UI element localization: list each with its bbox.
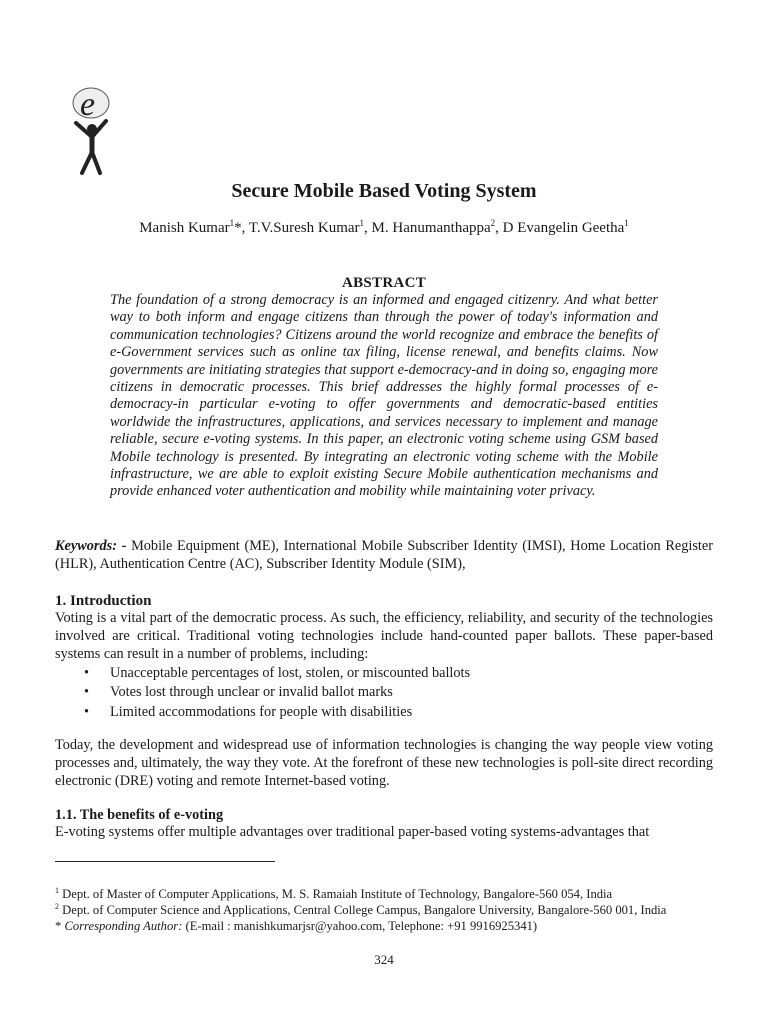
footnote-1-text: Dept. of Master of Computer Applications, M. S. Ramaiah Institute of Technology, Bangalore-560 054, India <box>59 887 613 901</box>
footnote-2-marker: 2 <box>55 901 59 911</box>
intro-paragraph-1: Voting is a vital part of the democratic process. As such, the efficiency, reliability, and security of the technologies involved are critical. Traditional voting technologies include hand-counted paper ballots. These paper-based systems can result in a number of problems, including: <box>55 610 713 662</box>
keywords-text: Mobile Equipment (ME), International Mobile Subscriber Identity (IMSI), Home Location Register (HLR), Authentication Centre (AC), Subscriber Identity Module (SIM), <box>55 538 713 572</box>
author-2-affil: 1 <box>359 218 365 228</box>
bullet-icon: • <box>84 665 90 681</box>
problem-list <box>55 664 713 722</box>
footnotes <box>55 886 713 934</box>
list-item-text: Unacceptable percentages of lost, stolen, or miscounted ballots <box>110 665 471 681</box>
list-item <box>55 703 713 722</box>
footnote-3-text: (E-mail : manishkumarjsr@yahoo.com, Telephone: +91 9916925341) <box>182 919 538 933</box>
author-1-affil: 1 <box>229 218 235 228</box>
intro-paragraph-2: Today, the development and widespread use of information technologies is changing the way people view voting processes and, ultimately, the way they vote. At the forefront of these new technologies is poll-site direct recording electronic (DRE) voting and remote Internet-based voting. <box>55 737 713 789</box>
bullet-icon: • <box>84 684 90 701</box>
abstract-text: The foundation of a strong democracy is an informed and engaged citizenry. And what better way to both inform and engage citizens than through the power of today's information and communication technologies? Citizens around the world recognize and embrace the benefits of e-Government services such as online tax filing, license renewal, and benefits claims. Now governments are initiating strategies that support e-democracy-and in doing so, engaging more citizens in democratic processes. This brief addresses the highly formal processes of e-democracy-in particular e-voting to offer governments and democratic-based entities worldwide the infrastructures, applications, and services necessary to implement and manage reliable, secure e-voting systems. In this paper, an electronic voting scheme using GSM based Mobile technology is presented. By integrating an electronic voting scheme with the Mobile infrastructure, we are able to exploit existing Secure Mobile authentication mechanisms and provide enhanced voter authentication and mobility while maintaining voter privacy. <box>110 292 658 500</box>
logo-letter: e <box>80 86 96 123</box>
author-1: Manish Kumar <box>139 220 230 236</box>
page-number: 324 <box>374 952 394 967</box>
author-sep: , <box>364 220 372 236</box>
list-item <box>55 664 713 683</box>
footnote-2-text: Dept. of Computer Science and Applications, Central College Campus, Bangalore University, Bangalore-560 001, India <box>59 903 667 917</box>
corresponding-author-label: Corresponding Author: <box>64 919 183 933</box>
section-heading-benefits: 1.1. The benefits of e-voting <box>55 807 224 823</box>
author-3-affil: 2 <box>490 218 496 228</box>
list-item <box>55 683 713 702</box>
bullet-icon: • <box>84 703 90 720</box>
footnote-1-marker: 1 <box>55 885 59 895</box>
author-sep: , <box>495 220 503 236</box>
footnote-divider <box>55 861 275 862</box>
footnote-2 <box>55 902 713 918</box>
author-1-mark: *, <box>234 220 249 236</box>
footnote-3-marker: * <box>55 919 65 933</box>
keywords <box>55 538 713 573</box>
abstract-heading: ABSTRACT <box>341 275 427 291</box>
benefits-paragraph: E-voting systems offer multiple advantages over traditional paper-based voting systems-advantages that <box>55 824 650 840</box>
paper-title: Secure Mobile Based Voting System <box>231 180 537 202</box>
author-4: D Evangelin Geetha <box>502 220 625 236</box>
list-item-text: Limited accommodations for people with disabilities <box>110 703 413 720</box>
author-4-affil: 1 <box>624 218 629 228</box>
author-2: T.V.Suresh Kumar <box>248 220 360 236</box>
list-item-text: Votes lost through unclear or invalid ballot marks <box>110 684 393 701</box>
footnote-3 <box>55 918 713 934</box>
footnote-1 <box>55 886 713 902</box>
keywords-label: Keywords: - <box>55 538 127 554</box>
section-heading-introduction: 1. Introduction <box>55 593 152 609</box>
e-logo-figure-icon <box>62 85 120 177</box>
author-list <box>0 220 768 237</box>
author-3: M. Hanumanthappa <box>371 220 491 236</box>
